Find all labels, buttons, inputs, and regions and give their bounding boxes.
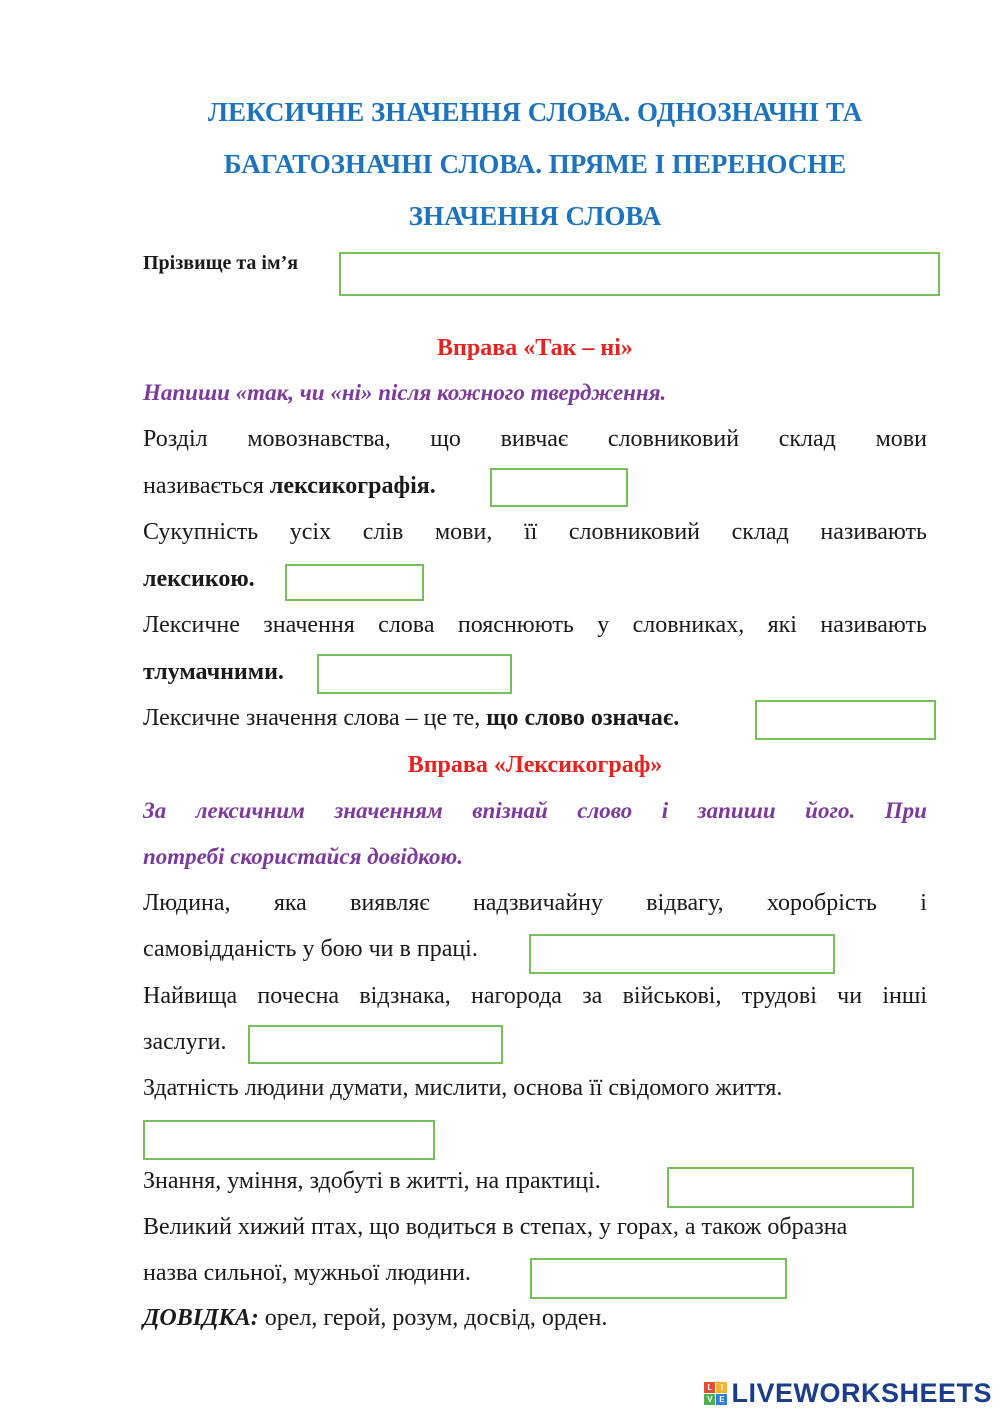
ex1-q1-word: Розділ <box>143 426 208 452</box>
ex2-q1-line1 <box>143 890 927 917</box>
ex1-q3-word: називають <box>820 612 927 638</box>
ex2-q1-word: виявляє <box>350 890 430 916</box>
ex1-q4-answer[interactable] <box>757 702 934 738</box>
ex1-q1-word: що <box>430 426 461 452</box>
ex1-q2-word: називають <box>820 519 927 545</box>
ex2-q3-line1: Здатність людини думати, мислити, основа її свідомого життя. <box>143 1075 783 1101</box>
ex1-q1-word: мови <box>875 426 927 452</box>
exercise1-instruction: Напиши «так, чи «ні» після кожного твердження. <box>143 380 667 405</box>
logo-letter-v: V <box>704 1394 715 1405</box>
ex2-instruction-word: запиши <box>697 798 776 823</box>
ex2-q1-answer-box[interactable] <box>529 934 835 974</box>
ex2-q2-word: нагорода <box>471 983 562 1009</box>
reference-label: ДОВІДКА: <box>143 1305 259 1331</box>
ex1-q1-word: вивчає <box>500 426 569 452</box>
ex2-q4-line1: Знання, уміння, здобуті в житті, на практиці. <box>143 1168 601 1194</box>
ex1-q4-answer-box[interactable] <box>755 700 936 740</box>
ex2-instruction-word: і <box>661 798 669 823</box>
title-line-3: ЗНАЧЕННЯ СЛОВА <box>408 201 662 231</box>
ex2-instruction-word: його. <box>805 798 856 823</box>
logo-letter-l: L <box>704 1382 715 1393</box>
ex1-q3-word: пояснюють <box>457 612 574 638</box>
logo-letter-e: E <box>716 1394 727 1405</box>
ex2-q3-answer-box[interactable] <box>143 1120 435 1160</box>
ex1-q3-answer[interactable] <box>319 656 510 692</box>
exercise2-instruction-line1 <box>143 798 927 824</box>
ex1-q3-bold: тлумачними. <box>143 659 284 685</box>
ex2-instruction-word: При <box>884 798 927 823</box>
name-input[interactable] <box>341 254 938 294</box>
exercise1-heading: Вправа «Так – ні» <box>437 335 633 361</box>
ex2-q5-answer[interactable] <box>532 1260 785 1297</box>
ex2-q1-line2: самовідданість у бою чи в праці. <box>143 936 478 962</box>
ex2-q5-answer-box[interactable] <box>530 1258 787 1299</box>
logo-letter-i: I <box>716 1382 727 1393</box>
worksheet-title <box>120 86 950 242</box>
ex1-q2-word: мови, <box>434 519 493 545</box>
ex2-q2-answer-box[interactable] <box>248 1025 503 1064</box>
ex2-q2-word: чи <box>837 983 863 1009</box>
ex1-q2-word: склад <box>731 519 789 545</box>
ex2-q2-word: трудові <box>741 983 817 1009</box>
ex1-q2-word: словниковий <box>568 519 701 545</box>
ex1-q2-word: усіх <box>289 519 332 545</box>
ex2-q1-word: надзвичайну <box>472 890 604 916</box>
name-label: Прізвище та ім’я <box>143 252 299 274</box>
ex1-q1-word: склад <box>778 426 836 452</box>
ex1-q3-answer-box[interactable] <box>317 654 512 694</box>
ex1-q2-word: слів <box>362 519 404 545</box>
ex2-q2-answer[interactable] <box>250 1027 501 1062</box>
ex1-q1-line2 <box>143 473 436 500</box>
ex2-q2-line1 <box>143 983 927 1010</box>
ex1-q4-bold: що слово означає. <box>486 705 680 731</box>
ex1-q3-word: Лексичне <box>143 612 240 638</box>
ex2-q2-word: інші <box>882 983 927 1009</box>
ex1-q1-answer-box[interactable] <box>490 468 628 507</box>
ex2-instruction-word: слово <box>577 798 633 823</box>
exercise2-heading: Вправа «Лексикограф» <box>407 752 663 778</box>
title-line-1: ЛЕКСИЧНЕ ЗНАЧЕННЯ СЛОВА. ОДНОЗНАЧНІ ТА <box>207 97 863 127</box>
ex2-q1-word: і <box>920 890 927 916</box>
ex1-q2-bold: лексикою. <box>143 566 255 592</box>
ex2-q3-answer[interactable] <box>145 1122 433 1158</box>
ex1-q2-word: її <box>523 519 538 545</box>
name-input-box[interactable] <box>339 252 940 296</box>
ex2-q1-word: яка <box>273 890 307 916</box>
ex1-q1-text: називається <box>143 473 270 499</box>
ex1-q4-text: Лексичне значення слова – це те, <box>143 705 487 731</box>
ex1-q3-line1 <box>143 612 927 639</box>
ex1-q1-word: мовознавства, <box>247 426 391 452</box>
ex2-q4-answer-box[interactable] <box>667 1167 914 1208</box>
title-line-2: БАГАТОЗНАЧНІ СЛОВА. ПРЯМЕ І ПЕРЕНОСНЕ <box>223 149 847 179</box>
liveworksheets-logo <box>704 1378 992 1409</box>
ex1-q2-answer[interactable] <box>287 566 422 599</box>
ex1-q2-answer-box[interactable] <box>285 564 424 601</box>
ex1-q3-word: у <box>597 612 610 638</box>
ex2-q5-line1: Великий хижий птах, що водиться в степах, у горах, а також образна <box>143 1214 848 1240</box>
ex1-q3-word: слова <box>378 612 435 638</box>
ex1-q1-line1 <box>143 426 927 453</box>
ex1-q1-bold: лексикографія. <box>269 473 436 499</box>
ex2-instruction-word: лексичним <box>195 798 305 823</box>
ex1-q4-line <box>143 705 679 732</box>
reference-text: орел, герой, розум, досвід, орден. <box>258 1305 608 1331</box>
ex2-q4-answer[interactable] <box>669 1169 912 1206</box>
ex1-q3-word: словниках, <box>632 612 745 638</box>
ex2-q2-word: почесна <box>257 983 340 1009</box>
ex2-q2-line2: заслуги. <box>143 1029 227 1055</box>
ex1-q3-word: які <box>767 612 797 638</box>
ex2-q1-answer[interactable] <box>531 936 833 972</box>
reference <box>143 1305 607 1332</box>
exercise2-instruction-line2: потребі скористайся довідкою. <box>143 844 463 869</box>
liveworksheets-brand: LIVEWORKSHEETS <box>731 1378 992 1408</box>
ex2-q1-word: хоробрість <box>766 890 877 916</box>
ex2-q1-word: Людина, <box>143 890 231 916</box>
ex2-instruction-word: значенням <box>334 798 443 823</box>
ex1-q1-word: словниковий <box>607 426 740 452</box>
ex2-instruction-word: За <box>143 798 167 823</box>
ex1-q2-word: Сукупність <box>143 519 259 545</box>
ex2-q2-word: за <box>582 983 603 1009</box>
ex1-q1-answer[interactable] <box>492 470 626 505</box>
ex2-q2-word: відзнака, <box>359 983 451 1009</box>
ex1-q3-word: значення <box>263 612 355 638</box>
ex2-q5-line2: назва сильної, мужньої людини. <box>143 1260 471 1286</box>
ex2-instruction-word: впізнай <box>472 798 548 823</box>
ex2-q2-word: Найвища <box>143 983 238 1009</box>
ex1-q2-line1 <box>143 519 927 546</box>
ex2-q2-word: військові, <box>622 983 722 1009</box>
ex2-q1-word: відвагу, <box>646 890 724 916</box>
liveworksheets-logo-icon <box>704 1382 727 1405</box>
